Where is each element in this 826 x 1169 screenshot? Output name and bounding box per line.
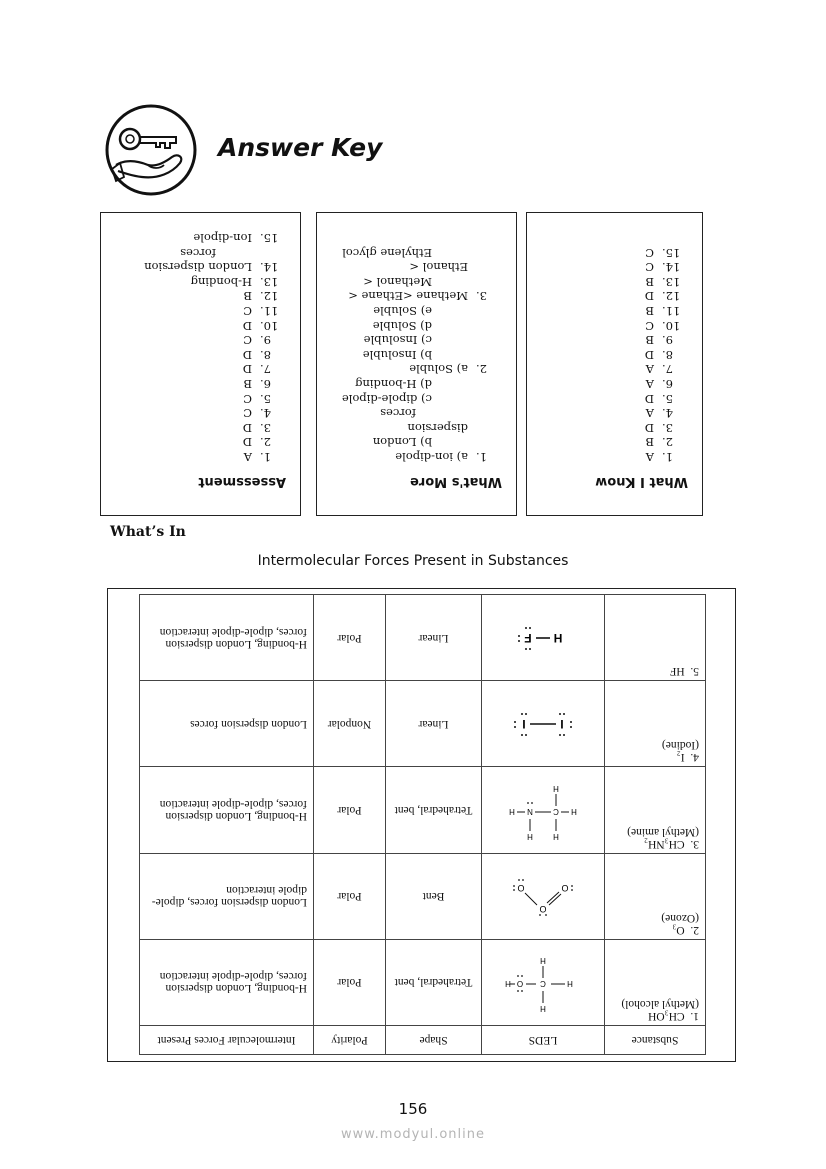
list-item: 7.A: [645, 362, 673, 377]
svg-text:O: O: [517, 882, 525, 893]
polarity-cell: Nonpolar: [314, 681, 386, 767]
list-item: 1.A: [243, 450, 271, 464]
svg-text:O: O: [561, 882, 569, 893]
list-item: 15.Ion-dipole: [193, 231, 279, 246]
polarity-cell: Polar: [314, 595, 386, 681]
shape-cell: Bent: [386, 853, 482, 939]
list-item: 11.B: [645, 304, 681, 319]
svg-text:H: H: [509, 806, 515, 816]
list-item: 6.A: [645, 377, 673, 392]
list-item: 13.B: [645, 274, 681, 289]
polarity-cell: Polar: [314, 767, 386, 853]
column-header: Intermolecular Forces Present: [140, 1026, 314, 1055]
list-item: 2.D: [242, 435, 271, 450]
methylamine-lewis-structure: [506, 780, 580, 844]
list-item: 5.C: [243, 391, 271, 406]
svg-text:C: C: [540, 978, 546, 988]
watermark: www.modyul.online: [340, 1127, 486, 1142]
list-item: Ethylene glycol: [342, 245, 432, 260]
panel-heading: What I Know: [595, 474, 688, 489]
svg-text:I: I: [522, 717, 526, 732]
list-item: 7.D: [242, 362, 271, 377]
shape-cell: Tetrahedral, bent: [386, 939, 482, 1025]
forces-cell: H-bonding, London dispersion forces, dipole-dipole interaction: [140, 595, 314, 681]
svg-text:O: O: [539, 903, 547, 914]
list-item: d) H-bonding: [355, 377, 432, 392]
svg-text:I: I: [560, 717, 564, 732]
answer-list: [539, 245, 690, 464]
substance-cell: 5. HF: [605, 595, 706, 681]
column-header: Substance: [605, 1026, 706, 1055]
table-row: [140, 595, 706, 681]
list-item: 3.D: [242, 420, 271, 435]
answer-list: [329, 245, 504, 464]
section-label: What’s In: [110, 524, 186, 540]
page-number: 156: [398, 1100, 428, 1118]
answer-list: [113, 231, 288, 465]
column-header: LEDS: [482, 1026, 605, 1055]
table-row: [140, 853, 706, 939]
shape-cell: Tetrahedral, bent: [386, 767, 482, 853]
forces-cell: H-bonding, London dispersion forces, dipole-dipole interaction: [140, 767, 314, 853]
list-item: c) Insoluble: [363, 333, 432, 348]
list-item: 2.B: [645, 435, 673, 450]
list-item: 4.C: [243, 406, 271, 421]
svg-text:N: N: [527, 806, 533, 816]
substance-cell: 1. CH₃OH (Methyl alcohol): [605, 939, 706, 1025]
list-item: forces: [180, 245, 216, 260]
hydrogen-fluoride-lewis-structure: [506, 607, 580, 671]
list-item: Methanol < Ethanol <: [363, 260, 468, 289]
list-item: 6.B: [243, 377, 271, 392]
svg-text:O: O: [516, 978, 524, 988]
imf-table-frame: [107, 588, 736, 1062]
forces-cell: London dispersion forces: [140, 681, 314, 767]
list-item: d) Soluble: [372, 318, 432, 333]
list-item: 15.C: [645, 245, 681, 260]
svg-text:H: H: [540, 955, 546, 965]
table-header-row: [140, 1026, 706, 1055]
column-header: Shape: [386, 1026, 482, 1055]
svg-text:H: H: [527, 831, 533, 841]
list-item: e) Soluble: [373, 304, 432, 319]
svg-text:H: H: [505, 978, 511, 988]
table-row: [140, 767, 706, 853]
svg-text:H: H: [553, 831, 559, 841]
assessment-panel: [100, 212, 301, 516]
table-title: Intermolecular Forces Present in Substances: [257, 553, 569, 569]
iodine-lewis-structure: [506, 693, 580, 757]
list-item: 3.Methane <Ethane <: [348, 289, 487, 304]
what-i-know-panel: [526, 212, 703, 516]
svg-text:C: C: [553, 806, 559, 816]
list-item: c) dipole-dipole: [341, 391, 432, 406]
list-item: 8.D: [242, 347, 271, 362]
list-item: 11.C: [243, 304, 279, 319]
ozone-lewis-structure: [506, 866, 580, 930]
svg-text:H: H: [553, 631, 563, 646]
list-item: 4.A: [645, 406, 673, 421]
shape-cell: Linear: [386, 595, 482, 681]
list-item: 13.H-bonding: [190, 274, 279, 289]
list-item: 5.D: [644, 391, 673, 406]
list-item: 9.C: [243, 333, 271, 348]
svg-text:H: H: [540, 1003, 546, 1013]
list-item: b) London dispersion: [372, 420, 468, 450]
list-item: forces: [380, 406, 416, 421]
list-item: 2.a) Soluble: [409, 362, 487, 377]
list-item: 9.B: [645, 333, 673, 348]
panel-heading: What's More: [410, 474, 502, 489]
list-item: 14.C: [645, 260, 681, 275]
list-item: 12.D: [644, 289, 681, 304]
substance-cell: 2. O₃ (Ozone): [605, 853, 706, 939]
methanol-lewis-structure: [506, 952, 580, 1016]
table-row: [140, 681, 706, 767]
svg-text:H: H: [553, 783, 559, 793]
svg-text:H: H: [571, 806, 577, 816]
list-item: b) Insoluble: [362, 347, 432, 362]
svg-text:F: F: [524, 631, 532, 646]
key-in-hand-icon: [104, 103, 198, 197]
page-title: Answer Key: [218, 133, 383, 162]
substance-cell: 4. I₂ (Iodine): [605, 681, 706, 767]
list-item: 10.D: [242, 318, 279, 333]
list-item: 1.A: [645, 450, 673, 464]
polarity-cell: Polar: [314, 853, 386, 939]
table-row: [140, 939, 706, 1025]
forces-cell: London dispersion forces, dipole-dipole interaction: [140, 853, 314, 939]
substance-cell: 3. CH₃NH₂ (Methyl amine): [605, 767, 706, 853]
list-item: 8.D: [644, 347, 673, 362]
shape-cell: Linear: [386, 681, 482, 767]
forces-cell: H-bonding, London dispersion forces, dipole-dipole interaction: [140, 939, 314, 1025]
imf-table: [139, 594, 706, 1055]
list-item: 1.a) ion-dipole: [395, 450, 487, 464]
column-header: Polarity: [314, 1026, 386, 1055]
whats-more-panel: [316, 212, 517, 516]
list-item: 3.D: [644, 420, 673, 435]
panel-heading: Assessment: [198, 474, 286, 489]
list-item: 10.C: [645, 318, 681, 333]
list-item: 12.B: [243, 289, 279, 304]
polarity-cell: Polar: [314, 939, 386, 1025]
svg-text:H: H: [567, 978, 573, 988]
list-item: 14.London dispersion: [144, 260, 279, 275]
